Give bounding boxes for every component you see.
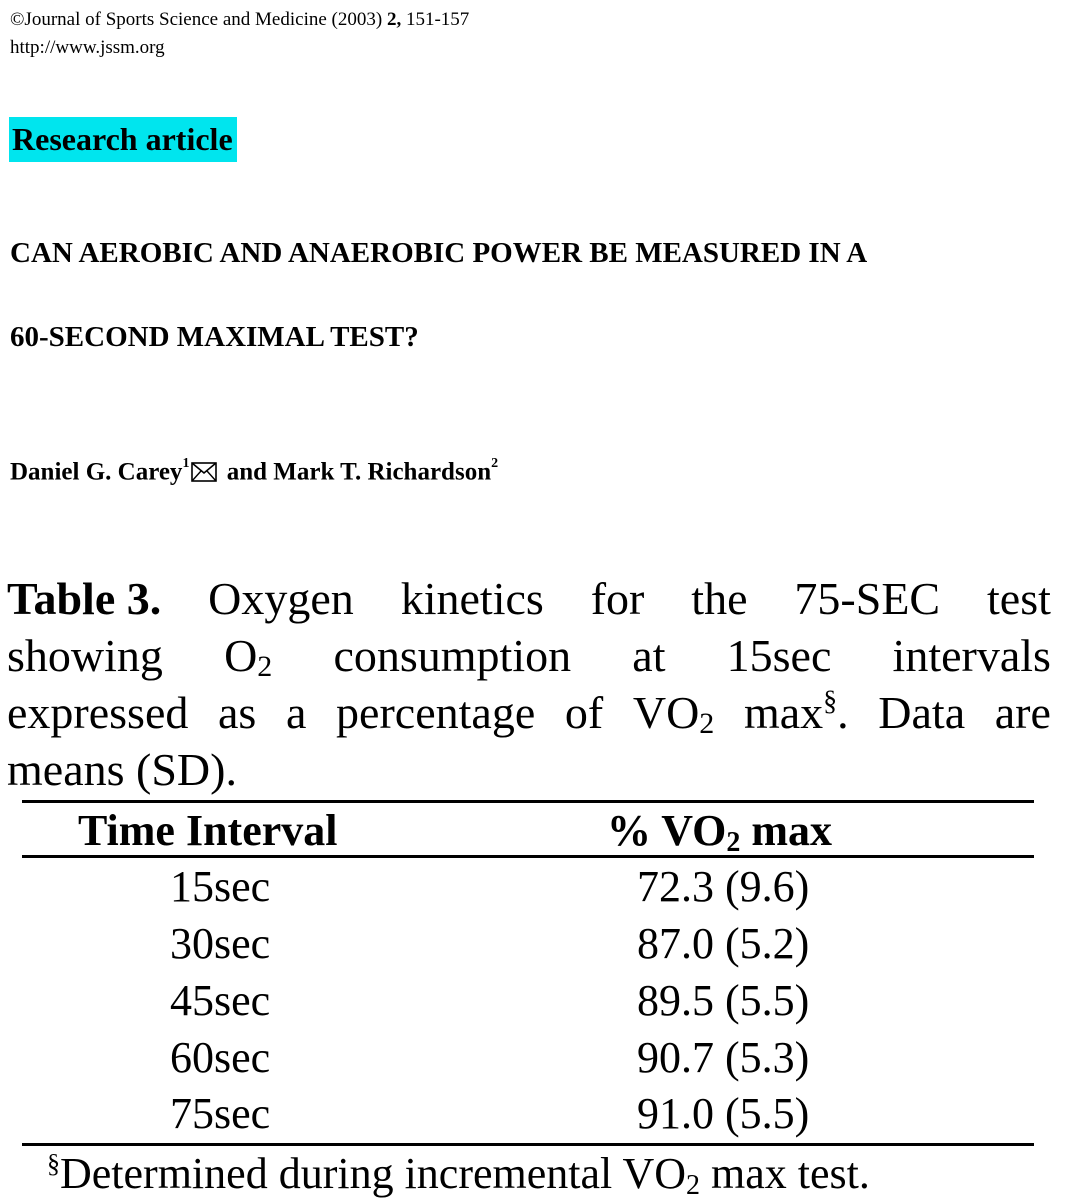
table-top-rule	[22, 800, 1034, 803]
caption-word: as	[218, 687, 257, 738]
caption-word: are	[994, 687, 1051, 738]
caption-word: 75-SEC	[794, 573, 941, 624]
envelope-icon[interactable]	[191, 458, 217, 492]
table-label: Table 3.	[7, 573, 162, 624]
caption-word: at	[632, 630, 666, 681]
caption-word: for	[590, 573, 645, 624]
article-title-line-1: CAN AEROBIC AND ANAEROBIC POWER BE MEASURED IN A	[10, 237, 868, 269]
caption-word: 15sec	[726, 630, 832, 681]
table-row-time: 15sec	[170, 862, 271, 911]
caption-vo2: $VO_2$	[632, 687, 715, 740]
caption-word: of	[564, 687, 604, 738]
caption-word: consumption	[333, 630, 572, 681]
caption-word: kinetics	[400, 573, 544, 624]
table-row-value: 87.0 (5.2)	[637, 919, 810, 968]
journal-citation	[10, 9, 469, 31]
table-bottom-rule	[22, 1143, 1034, 1146]
footnote-mark: §	[47, 1149, 60, 1178]
table-caption-line-1	[7, 570, 1051, 627]
table-caption-line-2	[7, 627, 1051, 684]
author-connector: and	[220, 458, 274, 486]
caption-max: max§.	[743, 686, 849, 738]
table-row-time: 30sec	[170, 919, 271, 968]
table-caption-line-3	[7, 684, 1051, 741]
table-row-value: 72.3 (9.6)	[637, 862, 810, 911]
author-1-affiliation: 1	[182, 456, 190, 471]
article-type-badge: Research article	[9, 117, 237, 162]
citation-volume: 2,	[386, 9, 402, 30]
caption-word: Data	[878, 687, 966, 738]
table-footnote: §Determined during incremental $VO_2$ max test.	[47, 1149, 870, 1201]
caption-word: means (SD).	[7, 744, 237, 795]
article-title-line-2: 60-SECOND MAXIMAL TEST?	[10, 321, 419, 353]
author-2-affiliation: 2	[491, 456, 499, 471]
caption-word: test	[987, 573, 1051, 624]
caption-word: expressed	[7, 687, 189, 738]
caption-word: Oxygen	[208, 573, 354, 624]
author-1-name: Daniel G. Carey	[10, 458, 183, 486]
citation-pages: 151-157	[401, 9, 470, 30]
table-row-time: 75sec	[170, 1089, 271, 1138]
author-list	[10, 450, 498, 492]
caption-word: percentage	[336, 687, 536, 738]
table-row-value: 89.5 (5.5)	[637, 976, 810, 1025]
caption-oxygen: $O_2$	[224, 630, 273, 683]
author-2-name: Mark T. Richardson	[273, 458, 492, 486]
table-row-time: 45sec	[170, 976, 271, 1025]
table-row-time: 60sec	[170, 1033, 271, 1082]
caption-word: the	[691, 573, 748, 624]
column-header-time-interval: Time Interval	[78, 806, 338, 855]
journal-url[interactable]: http://www.jssm.org	[10, 37, 165, 58]
caption-word: a	[285, 687, 307, 738]
citation-prefix: ©Journal of Sports Science and Medicine (2003)	[10, 9, 387, 30]
caption-word: showing	[7, 630, 163, 681]
caption-word: intervals	[892, 630, 1051, 681]
table-row-value: 91.0 (5.5)	[637, 1089, 810, 1138]
column-header-vo2-max: % $VO_2$ max	[607, 806, 832, 858]
table-row-value: 90.7 (5.3)	[637, 1033, 810, 1082]
table-caption-line-4	[7, 741, 1051, 798]
